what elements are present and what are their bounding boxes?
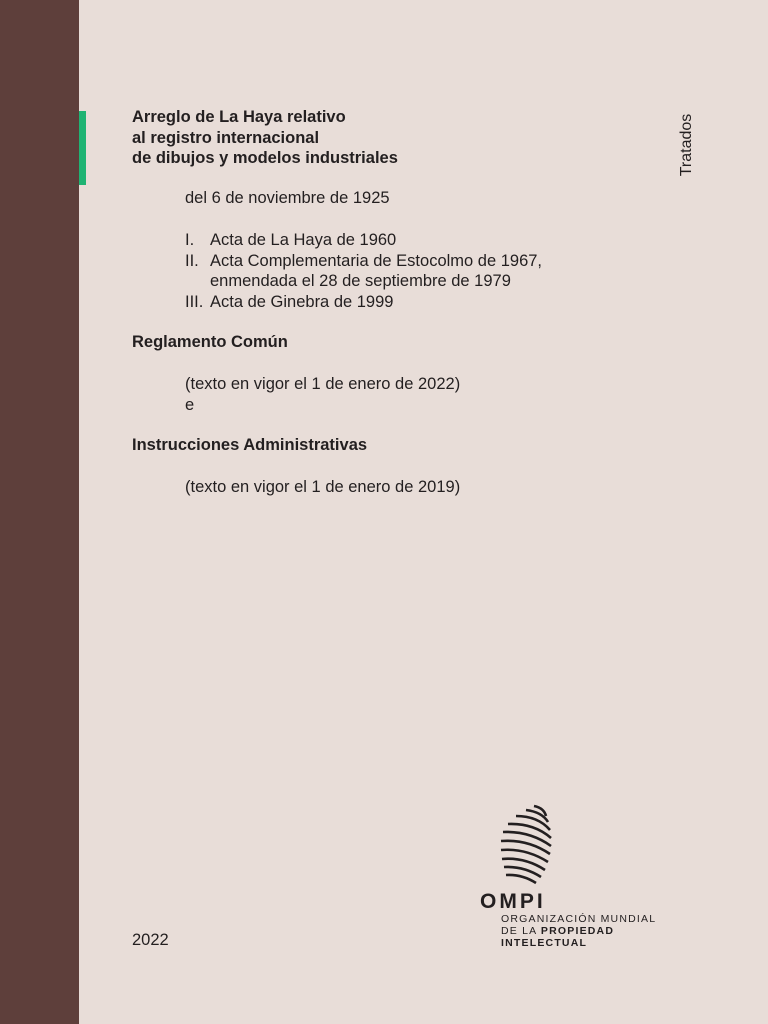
org-name-line-2 [501,925,656,937]
org-name [501,913,656,949]
title-line-1: Arreglo de La Haya relativo [132,108,346,126]
act-item [185,251,542,272]
publication-year: 2022 [132,931,169,949]
org-name-line-2-regular: DE LA [501,925,541,937]
wipo-globe-logo [498,802,558,890]
act-number: I. [185,231,195,249]
cover-spine [0,0,79,1024]
regulations-heading: Reglamento Común [132,333,288,351]
instructions-heading: Instrucciones Administrativas [132,436,368,454]
conjunction: e [185,396,195,414]
org-name-line-1: ORGANIZACIÓN MUNDIAL [501,913,657,925]
org-acronym: OMPI [480,890,546,913]
title-line-2: al registro internacional [132,128,320,147]
treaty-date: del 6 de noviembre de 1925 [185,189,390,207]
regulations-note: (texto en vigor el 1 de enero de 2022) [185,375,461,393]
acts-list [185,230,542,312]
document-title [132,107,398,169]
act-text: Acta Complementaria de Estocolmo de 1967, [210,251,543,270]
side-label [676,110,698,180]
act-text: Acta de Ginebra de 1999 [210,292,394,311]
instructions-note: (texto en vigor el 1 de enero de 2019) [185,478,461,496]
org-name-line-3: INTELECTUAL [501,937,588,949]
org-name-line-2-bold: PROPIEDAD [540,925,615,937]
act-continuation: enmendada el 28 de septiembre de 1979 [210,272,511,290]
act-item [185,230,542,251]
title-line-3: de dibujos y modelos industriales [132,149,398,167]
act-text: Acta de La Haya de 1960 [210,231,397,249]
side-label-text: Tratados [678,113,695,177]
act-number: II. [185,251,199,270]
accent-bar [79,111,86,185]
act-number: III. [185,292,204,311]
act-item [185,292,542,313]
